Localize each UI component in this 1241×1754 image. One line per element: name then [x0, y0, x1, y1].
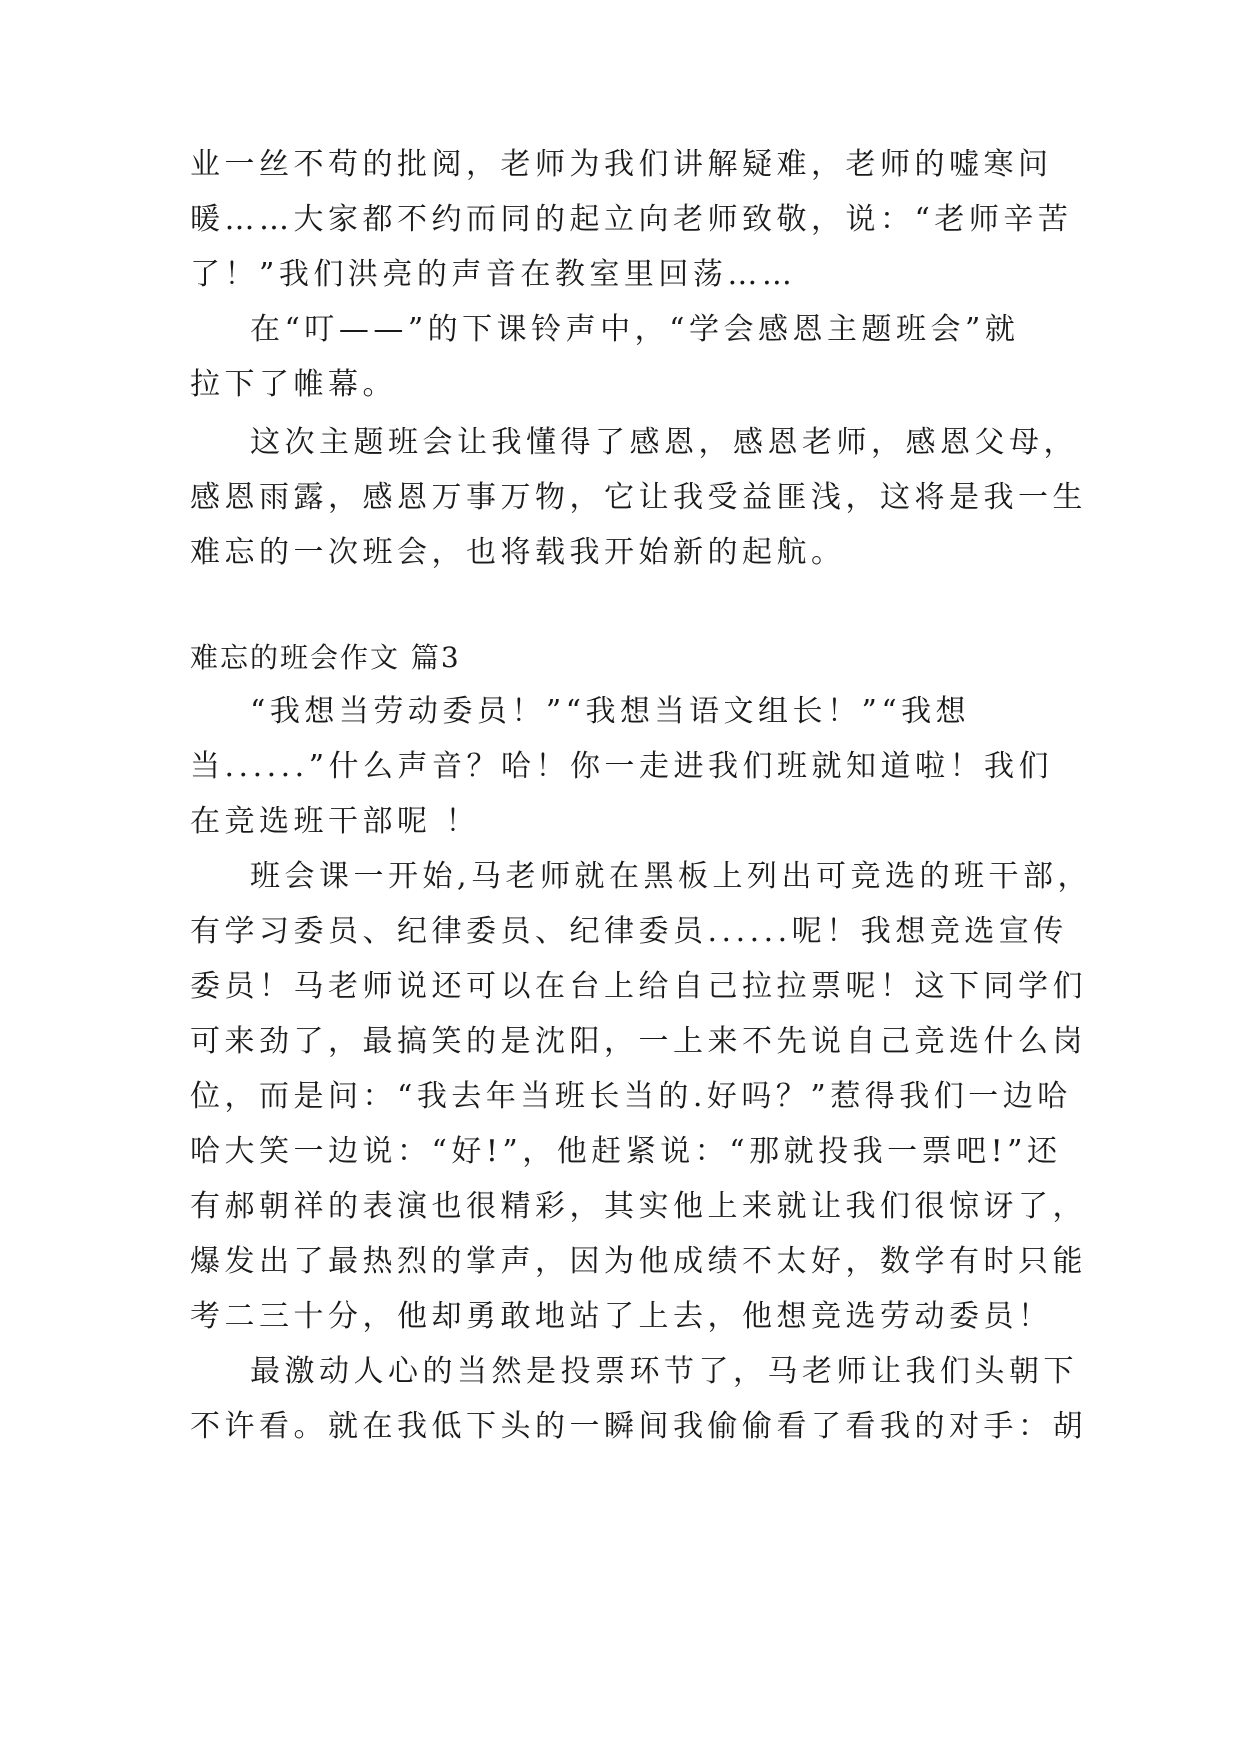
paragraph-line: 暖……大家都不约而同的起立向老师致敬，说：“老师辛苦 [190, 202, 1073, 237]
paragraph-line: 可来劲了，最搞笑的是沈阳，一上来不先说自己竞选什么岗 [190, 1024, 1087, 1059]
paragraph-line: 在“叮——”的下课铃声中，“学会感恩主题班会”就 [250, 312, 1020, 347]
paragraph-line: 这次主题班会让我懂得了感恩，感恩老师，感恩父母， [250, 425, 1078, 460]
paragraph-line: 最激动人心的当然是投票环节了，马老师让我们头朝下 [250, 1354, 1078, 1389]
paragraph-line: 拉下了帷幕。 [190, 367, 397, 402]
section-heading: 难忘的班会作文 篇3 [190, 641, 461, 674]
paragraph-line: 不许看。就在我低下头的一瞬间我偷偷看了看我的对手：胡 [190, 1409, 1087, 1444]
paragraph-line: 了！”我们洪亮的声音在教室里回荡…… [190, 257, 797, 292]
paragraph-line: 在竞选班干部呢 ！ [190, 804, 481, 839]
paragraph-line: 哈大笑一边说：“好!”，他赶紧说：“那就投我一票吧!”还 [190, 1134, 1062, 1169]
paragraph-line: 班会课一开始,马老师就在黑板上列出可竞选的班干部， [250, 859, 1093, 894]
paragraph-line: 当......”什么声音？哈！你一走进我们班就知道啦！我们 [190, 749, 1054, 784]
paragraph-line: 委员！马老师说还可以在台上给自己拉拉票呢！这下同学们 [190, 969, 1087, 1004]
paragraph-line: 位，而是问：“我去年当班长当的.好吗？”惹得我们一边哈 [190, 1079, 1072, 1114]
paragraph-line: 爆发出了最热烈的掌声，因为他成绩不太好，数学有时只能 [190, 1244, 1087, 1279]
paragraph-line: 感恩雨露，感恩万事万物，它让我受益匪浅，这将是我一生 [190, 480, 1087, 515]
paragraph-line: “我想当劳动委员！”“我想当语文组长！”“我想 [250, 694, 971, 729]
paragraph-line: 难忘的一次班会，也将载我开始新的起航。 [190, 535, 846, 570]
paragraph-line: 有学习委员、纪律委员、纪律委员......呢！我想竞选宣传 [190, 914, 1068, 949]
paragraph-line: 有郝朝祥的表演也很精彩，其实他上来就让我们很惊讶了， [190, 1189, 1087, 1224]
paragraph-line: 考二三十分，他却勇敢地站了上去，他想竞选劳动委员！ [190, 1299, 1053, 1334]
paragraph-line: 业一丝不苟的批阅，老师为我们讲解疑难，老师的嘘寒问 [190, 147, 1053, 182]
